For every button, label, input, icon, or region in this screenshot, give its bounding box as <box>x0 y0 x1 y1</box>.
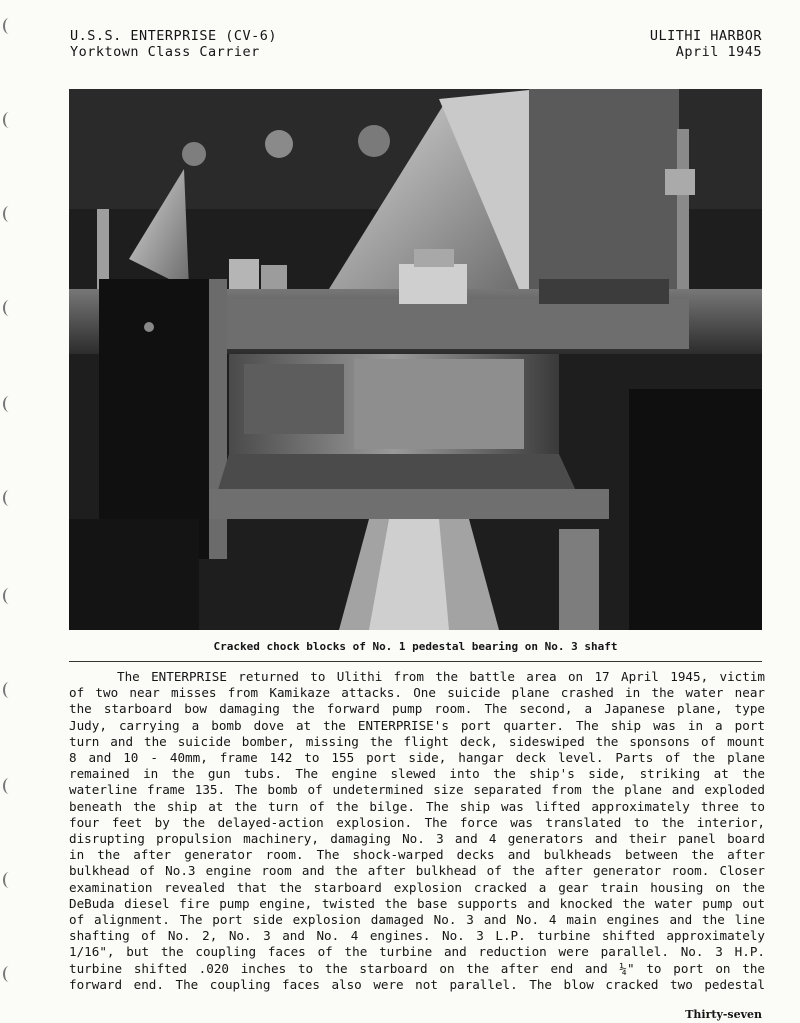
binder-hole <box>3 872 15 888</box>
date: April 1945 <box>675 44 762 60</box>
page-number: Thirty-seven <box>685 1008 762 1021</box>
binder-hole <box>3 490 15 506</box>
text-line: remained in the gun tubs. The engine slewed into the ship's side, striking at the <box>69 766 765 782</box>
text-line: beneath the ship at the turn of the bilge. The ship was lifted approximately three to <box>69 798 765 814</box>
text-line: turbine shifted .020 inches to the starboard on the after end and ¼" to port on the <box>69 960 765 976</box>
text-line: disrupting propulsion machinery, damaging No. 3 and 4 generators and their panel board <box>69 831 765 847</box>
ship-class: Yorktown Class Carrier <box>70 44 260 60</box>
binder-hole <box>3 112 15 128</box>
photo-icon <box>69 89 762 630</box>
text-line: examination revealed that the starboard explosion cracked a gear train housing on the <box>69 879 765 895</box>
binder-hole <box>3 18 15 34</box>
text-line: of two near misses from Kamikaze attacks. One suicide plane crashed in the water near <box>69 685 765 701</box>
text-line: 8 and 10 - 40mm, frame 142 to 155 port side, hangar deck level. Parts of the plane <box>69 750 765 766</box>
text-line: Judy, carrying a bomb dove at the ENTERPRISE's port quarter. The ship was in a port <box>69 717 765 733</box>
photograph <box>69 89 762 630</box>
text-line: in the after generator room. The shock-warped decks and bulkheads between the after <box>69 847 765 863</box>
binder-hole <box>3 300 15 316</box>
binder-hole <box>3 588 15 604</box>
text-line: bulkhead of No.3 engine room and the after bulkhead of the after generator room. Closer <box>69 863 765 879</box>
divider <box>69 661 762 662</box>
binder-hole <box>3 396 15 412</box>
photo-caption: Cracked chock blocks of No. 1 pedestal bearing on No. 3 shaft <box>213 640 618 653</box>
text-line: of alignment. The port side explosion damaged No. 3 and No. 4 main engines and the line <box>69 912 765 928</box>
text-line: forward end. The coupling faces also were not parallel. The blow cracked two pedestal <box>69 976 765 992</box>
text-line: four feet by the delayed-action explosion. The force was translated to the interior, <box>69 814 765 830</box>
text-line: 1/16", but the coupling faces of the turbine and reduction were parallel. No. 3 H.P. <box>69 944 765 960</box>
binder-hole <box>3 778 15 794</box>
text-line: turn and the suicide bomber, missing the flight deck, sideswiped the sponsons of mount <box>69 733 765 749</box>
body-paragraph <box>69 669 765 993</box>
binder-hole <box>3 206 15 222</box>
document-header-right <box>650 28 762 60</box>
binder-hole <box>3 682 15 698</box>
ship-name: U.S.S. ENTERPRISE (CV-6) <box>70 28 278 44</box>
binder-hole <box>3 966 15 982</box>
text-line: the starboard bow damaging the forward pump room. The second, a Japanese plane, type <box>69 701 765 717</box>
text-line: shafting of No. 2, No. 3 and No. 4 engines. No. 3 L.P. turbine shifted approximately <box>69 928 765 944</box>
text-line: DeBuda diesel fire pump engine, twisted the base supports and knocked the water pump out <box>69 895 765 911</box>
text-line: waterline frame 135. The bomb of undetermined size separated from the plane and exploded <box>69 782 765 798</box>
document-header-left <box>70 28 277 60</box>
binder-margin <box>0 0 20 1023</box>
location: ULITHI HARBOR <box>649 28 762 44</box>
text-line: The ENTERPRISE returned to Ulithi from the battle area on 17 April 1945, victim <box>117 669 765 684</box>
